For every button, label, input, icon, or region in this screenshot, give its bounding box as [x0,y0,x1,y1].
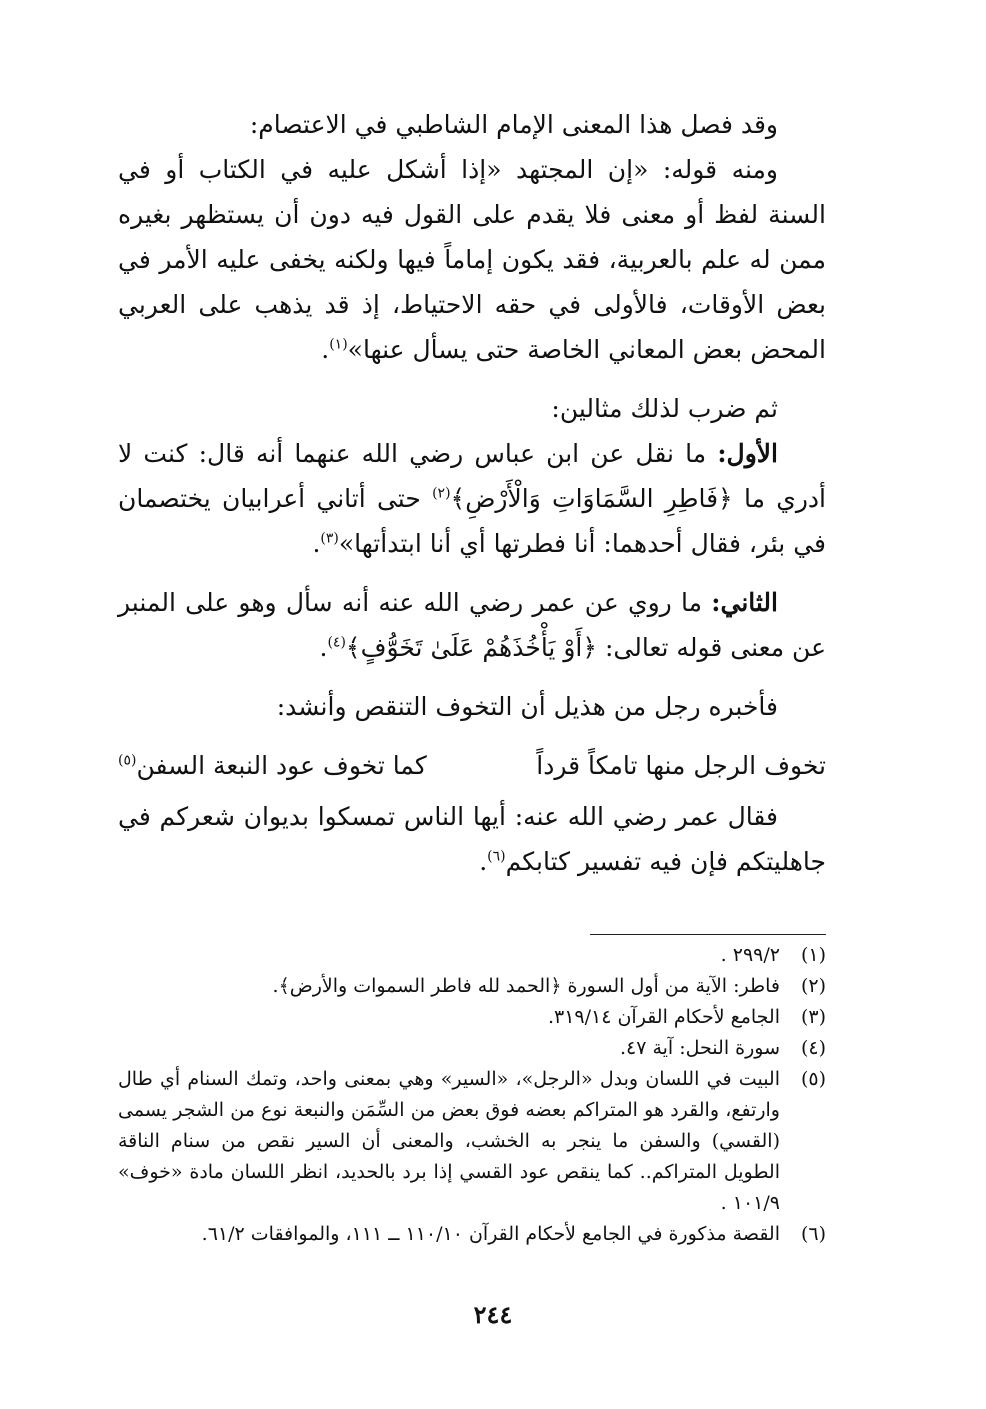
intro-text: وقد فصل هذا المعنى الإمام الشاطبي في الاعتصام: [249,110,778,139]
footnote-number: (٥) [800,1068,826,1090]
poetry-verse [118,743,826,788]
first-example: الأول: ما نقل عن ابن عباس رضي الله عنهما أنه قال: كنت لا أدري ما ﴿فَاطِرِ السَّمَاوَاتِ وَالْأَرْضِ﴾$^{(٢)}$ حتى أتاني أعرابيان يختصمان في بئر، فقال أحدهما: أنا فطرتها أي أنا ابتدأتها»$^{(٣)}$. [118,439,826,558]
footnote-ref-2[interactable]: (٢) [432,485,451,502]
footnote-number: (٣) [800,1006,826,1028]
footnote-ref-6[interactable]: (٦) [487,848,506,865]
footnote-text: فاطر: الآية من أول السورة ﴿الحمد لله فاطر السموات والأرض﴾. [272,975,780,997]
footnote-divider [590,934,826,935]
footnote-text: البيت في اللسان وبدل «الرجل»، «السير» وهي بمعنى واحد، وتمك السنام أي طال وارتفع، والقرد هو المتراكم بعضه فوق بعض من السِّمَن والنبعة نوع من الشجر يسمى (القسي) والسفن ما ينجر به الخشب، والمعنى أن السير نقص من سنام الناقة الطويل المتراكم.. كما ينقص عود القسي إذا برد بالحديد، انظر اللسان مادة «خوف» ١٠١/٩ . [118,1068,780,1214]
footnote-text: الجامع لأحكام القرآن ٣١٩/١٤. [547,1006,780,1028]
footnote-6 [118,1219,826,1250]
quote-paragraph: ومنه قوله: «إن المجتهد «إذا أشكل عليه في الكتاب أو في السنة لفظ أو معنى فلا يقدم على القول فيه دون أن يستظهر بغيره ممن له علم بالعربية، فقد يكون إماماً فيها ولكنه يخفى عليه الأمر في بعض الأوقات، فالأولى في حقه الاحتياط، إذ قد يذهب على العربي المحض بعض المعاني الخاصة حتى يسأل عنها»$^{(١)}$. [118,155,826,364]
footnote-number: (٢) [800,975,826,997]
informant-text: فأخبره رجل من هذيل أن التخوف التنقص وأنشد: [276,692,778,721]
conclusion-paragraph: فقال عمر رضي الله عنه: أيها الناس تمسكوا بديوان شعركم في جاهليتكم فإن فيه تفسير كتابكم$^{(٦)}$. [118,802,826,876]
second-example: الثاني: ما روي عن عمر رضي الله عنه أنه سأل وهو على المنبر عن معنى قوله تعالى: ﴿أَوْ يَأْخُذَهُمْ عَلَىٰ تَخَوُّفٍ﴾$^{(٤)}$. [118,588,826,662]
footnote-2 [118,971,826,1002]
footnote-5 [118,1064,826,1219]
footnote-number: (١) [800,944,826,966]
footnote-ref-4[interactable]: (٤) [327,634,346,651]
footnote-ref-5[interactable]: (٥) [118,752,137,769]
conclusion-text: فقال عمر رضي الله عنه: أيها الناس تمسكوا بديوان شعركم في جاهليتكم فإن فيه تفسير كتابكم [118,802,826,876]
footnote-ref-1[interactable]: (١) [329,336,348,353]
examples-intro [118,386,826,431]
page-number: ٢٤٤ [473,1300,513,1329]
main-text [118,102,826,884]
informant-paragraph [118,684,826,729]
second-example-label: الثاني: [711,588,778,617]
examples-intro-text: ثم ضرب لذلك مثالين: [551,394,778,423]
verse-second-hemistich: كما تخوف عود النبعة السفن [136,751,427,780]
footnotes [118,940,826,1250]
quote-text: ومنه قوله: «إن المجتهد «إذا أشكل عليه في الكتاب أو في السنة لفظ أو معنى فلا يقدم على القول فيه دون أن يستظهر بغيره ممن له علم بالعربية، فقد يكون إماماً فيها ولكنه يخفى عليه الأمر في بعض الأوقات، فالأولى في حقه الاحتياط، إذ قد يذهب على العربي المحض بعض المعاني الخاصة حتى يسأل عنها» [118,155,826,364]
footnote-1 [118,940,826,971]
footnote-number: (٤) [800,1037,826,1059]
intro-paragraph [118,102,826,147]
footnote-text: ٢٩٩/٢ . [720,944,780,966]
footnote-text: القصة مذكورة في الجامع لأحكام القرآن ١١٠/١٠ ــ ١١١، والموافقات ٦١/٢. [201,1223,780,1245]
footnote-ref-3[interactable]: (٣) [320,530,339,547]
second-example-text: ما روي عن عمر رضي الله عنه أنه سأل وهو على المنبر عن معنى قوله تعالى: [118,588,826,662]
quran-verse-nahl: ﴿أَوْ يَأْخُذَهُمْ عَلَىٰ تَخَوُّفٍ﴾ [345,633,598,662]
footnote-text: سورة النحل: آية ٤٧. [619,1037,780,1059]
first-example-text-b: حتى أتاني أعرابيان يختصمان في بئر، فقال أحدهما: أنا فطرتها أي أنا ابتدأتها» [118,484,826,558]
footnote-number: (٦) [800,1223,826,1245]
footnote-3 [118,1002,826,1033]
first-example-label: الأول: [717,439,778,468]
verse-first-hemistich: تخوف الرجل منها تامكاً قرداً [536,751,826,780]
first-example-text-a: ما نقل عن ابن عباس رضي الله عنهما أنه قال: كنت لا أدري ما [118,439,826,513]
footnote-4 [118,1033,826,1064]
quran-verse-fatir: ﴿فَاطِرِ السَّمَاوَاتِ وَالْأَرْضِ﴾ [450,484,733,513]
